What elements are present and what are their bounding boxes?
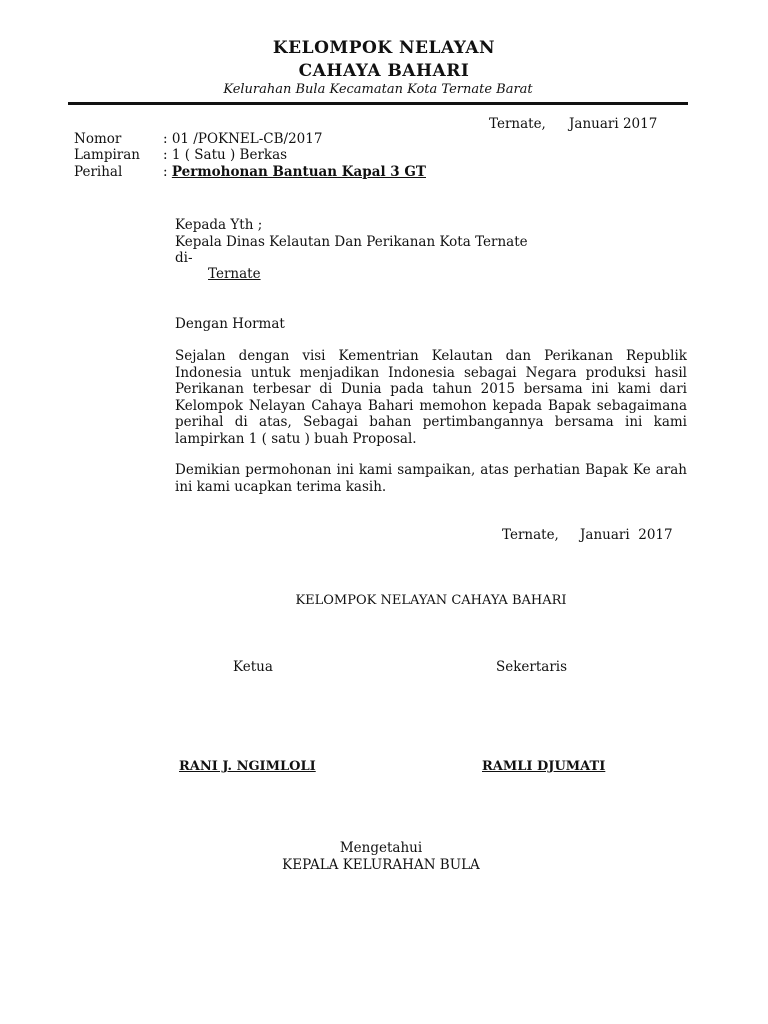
recipient-line1: Kepada Yth ; <box>175 217 263 233</box>
date-bottom-place: Ternate, <box>502 527 559 543</box>
greeting: Dengan Hormat <box>175 316 285 332</box>
recipient-line3: di- <box>175 250 193 266</box>
body-paragraph-2: Demikian permohonan ini kami sampaikan, atas perhatian Bapak Ke arah ini kami ucapkan terima kasih. <box>175 462 687 495</box>
body-paragraph-1: Sejalan dengan visi Kementrian Kelautan dan Perikanan Republik Indonesia untuk menjadikan Indonesia sebagai Negara produksi hasil Perikanan terbesar di Dunia pada tahun 2015 bersama ini kami dari Kelompok Nelayan Cahaya Bahari memohon kepada Bapak sebagaimana perihal di atas, Sebagai bahan pertimbangannya bersama ini kami lampirkan 1 ( satu ) buah Proposal. <box>175 348 687 447</box>
nomor-label: Nomor <box>74 131 122 147</box>
org-name-line1: KELOMPOK NELAYAN <box>272 38 496 58</box>
date-top-date: Januari 2017 <box>569 116 658 132</box>
org-address: Kelurahan Bula Kecamatan Kota Ternate Barat <box>223 82 533 97</box>
recipient-line2: Kepala Dinas Kelautan Dan Perikanan Kota Ternate <box>175 234 528 250</box>
signature-org: KELOMPOK NELAYAN CAHAYA BAHARI <box>295 593 567 608</box>
name-ketua: RANI J. NGIMLOLI <box>179 759 316 774</box>
lampiran-value: : 1 ( Satu ) Berkas <box>163 147 288 163</box>
acknowledge-label: Mengetahui <box>339 840 423 856</box>
perihal-label: Perihal <box>74 164 123 180</box>
letterhead-divider <box>68 102 688 105</box>
lampiran-label: Lampiran <box>74 147 140 163</box>
role-sekertaris: Sekertaris <box>496 659 568 675</box>
date-bottom-date: Januari 2017 <box>580 527 673 543</box>
date-top-place: Ternate, <box>489 116 546 132</box>
nomor-value: : 01 /POKNEL-CB/2017 <box>163 131 323 147</box>
recipient-city: Ternate <box>208 266 261 282</box>
role-ketua: Ketua <box>233 659 273 675</box>
org-name-line2: CAHAYA BAHARI <box>298 61 470 81</box>
perihal-subject: Permohonan Bantuan Kapal 3 GT <box>171 164 426 180</box>
perihal-colon: : <box>163 164 172 180</box>
perihal-value-wrap <box>163 164 426 180</box>
acknowledge-role: KEPALA KELURAHAN BULA <box>282 857 480 873</box>
name-sekertaris: RAMLI DJUMATI <box>482 759 606 774</box>
